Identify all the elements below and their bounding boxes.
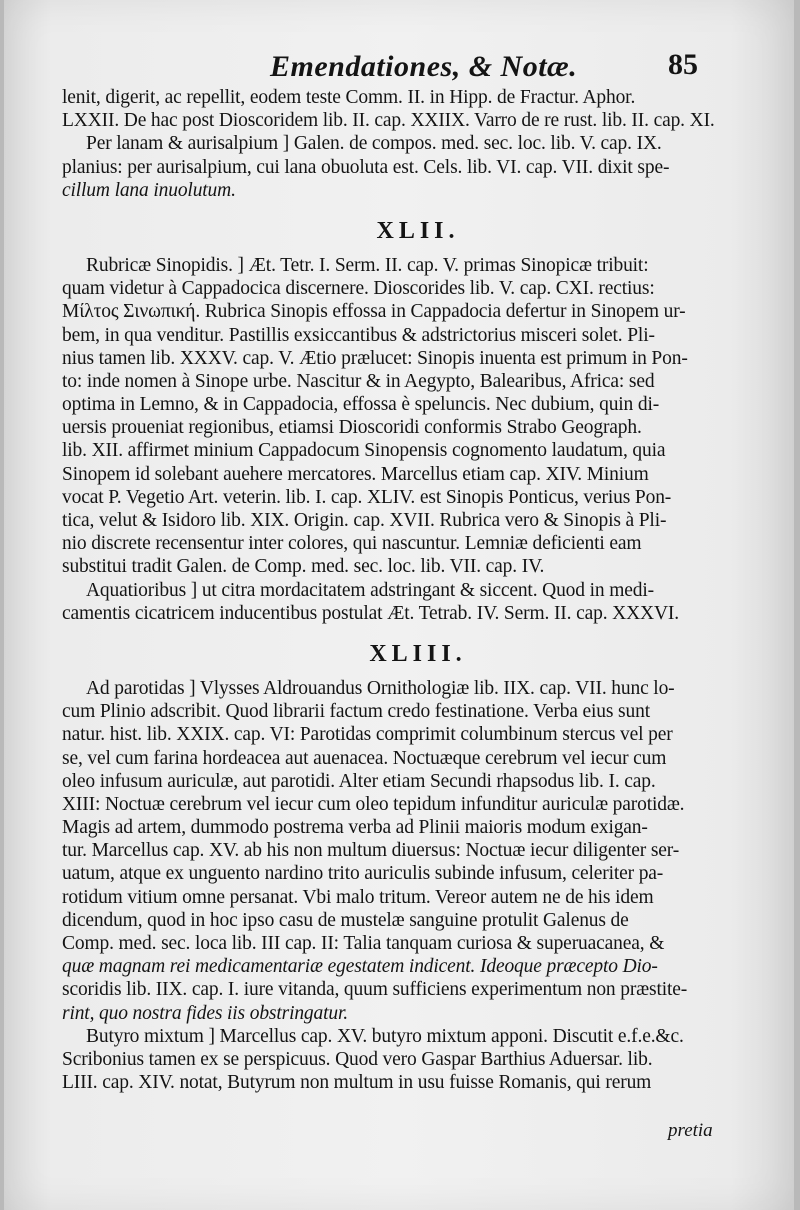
text-line: cillum lana inuolutum. bbox=[62, 179, 236, 201]
text-line: Sinopem id solebant auehere mercatores. Marcellus etiam cap. XIV. Minium bbox=[62, 463, 649, 485]
text-line: uersis proueniat regionibus, etiamsi Dioscoridi conformis Strabo Geograph. bbox=[62, 417, 642, 439]
text-line: nio discrete recensentur inter colores, qui nascuntur. Lemniæ deficienti eam bbox=[62, 533, 642, 555]
book-page bbox=[4, 0, 794, 1210]
page-header bbox=[4, 44, 794, 88]
text-line: optima in Lemno, & in Cappadocia, effossa è speluncis. Nec dubium, quin di- bbox=[62, 394, 660, 416]
text-line: Rubricæ Sinopidis. ] Æt. Tetr. I. Serm. II. cap. V. primas Sinopicæ tribuit: bbox=[86, 254, 649, 276]
text-line: Ad parotidas ] Vlysses Aldrouandus Ornithologiæ lib. IIX. cap. VII. hunc lo- bbox=[86, 677, 675, 699]
catchword: pretia bbox=[668, 1120, 713, 1141]
text-block bbox=[62, 86, 774, 1094]
page-number: 85 bbox=[668, 48, 698, 81]
text-line: scoridis lib. IIX. cap. I. iure vitanda, quum sufficiens experimentum non præstite- bbox=[62, 979, 688, 1001]
text-line: Aquatioribus ] ut citra mordacitatem adstringant & siccent. Quod in medi- bbox=[86, 579, 654, 601]
text-line: XIII: Noctuæ cerebrum vel iecur cum oleo tepidum infunditur auriculæ parotidæ. bbox=[62, 793, 685, 815]
text-line: Comp. med. sec. loca lib. III cap. II: Talia tanquam curiosa & superuacanea, & bbox=[62, 933, 665, 954]
text-line: dicendum, quod in hoc ipso casu de mustelæ sanguine protulit Galenus de bbox=[62, 909, 629, 931]
text-line: Μίλτος Σινωπική. Rubrica Sinopis effossa in Cappadocia defertur in Sinopem ur- bbox=[62, 301, 686, 323]
text-line: Per lanam & aurisalpium ] Galen. de compos. med. sec. loc. lib. V. cap. IX. bbox=[86, 133, 662, 155]
text-line: se, vel cum farina hordeacea aut auenacea. Noctuæque cerebrum vel iecur cum bbox=[62, 747, 667, 769]
text-line: oleo infusum auriculæ, aut parotidi. Alter etiam Secundi rhapsodus lib. I. cap. bbox=[62, 770, 656, 792]
text-line: camentis cicatricem inducentibus postulat Æt. Tetrab. IV. Serm. II. cap. XXXVI. bbox=[62, 602, 679, 624]
text-line: planius: per aurisalpium, cui lana obuoluta est. Cels. lib. VI. cap. VII. dixit spe- bbox=[62, 156, 670, 178]
text-line: cum Plinio adscribit. Quod librarii factum credo festinatione. Verba eius sunt bbox=[62, 701, 650, 723]
text-line: natur. hist. lib. XXIX. cap. VI: Parotidas comprimit columbinum stercus vel per bbox=[62, 724, 673, 746]
text-line: rotidum vitium omne persanat. Vbi malo tritum. Vereor autem ne de his idem bbox=[62, 886, 654, 908]
text-line: quam videtur à Cappadocica discernere. Dioscorides lib. V. cap. CXI. rectius: bbox=[62, 278, 655, 300]
text-line: tur. Marcellus cap. XV. ab his non multum diuersus: Noctuæ iecur diligenter ser- bbox=[62, 840, 680, 862]
text-line: Magis ad artem, dummodo postrema verba ad Plinii maioris modum exigan- bbox=[62, 817, 648, 839]
text-line: bem, in qua venditur. Pastillis exsiccantibus & adstrictorius misceri solet. Pli- bbox=[62, 324, 655, 346]
text-line: Butyro mixtum ] Marcellus cap. XV. butyro mixtum apponi. Discutit e.f.e.&c. bbox=[86, 1025, 684, 1047]
text-line: Scribonius tamen ex se perspicuus. Quod vero Gaspar Barthius Aduersar. lib. bbox=[62, 1048, 653, 1070]
text-line: lenit, digerit, ac repellit, eodem teste Comm. II. in Hipp. de Fractur. Aphor. bbox=[62, 87, 636, 108]
text-line: lib. XII. affirmet minium Cappadocum Sinopensis cognomento laudatum, quia bbox=[62, 440, 666, 462]
text-line: LIII. cap. XIV. notat, Butyrum non multum in usu fuisse Romanis, qui rerum bbox=[62, 1072, 652, 1094]
text-line: tica, velut & Isidoro lib. XIX. Origin. cap. XVII. Rubrica vero & Sinopis à Pli- bbox=[62, 510, 667, 531]
text-line: nius tamen lib. XXXV. cap. V. Ætio prælucet: Sinopis inuenta est primum in Pon- bbox=[62, 347, 688, 369]
text-line: uatum, atque ex unguento nardino trito auriculis subinde infusum, celeriter pa- bbox=[62, 863, 664, 885]
section-heading-xlii: XLII. bbox=[376, 217, 460, 244]
text-line: substitui tradit Galen. de Comp. med. sec. loc. lib. VII. cap. IV. bbox=[62, 556, 545, 578]
text-line: to: inde nomen à Sinope urbe. Nascitur & in Aegypto, Balearibus, Africa: sed bbox=[62, 370, 655, 392]
text-line: vocat P. Vegetio Art. veterin. lib. I. cap. XLIV. est Sinopis Ponticus, verius Pon- bbox=[62, 486, 672, 508]
text-line: quæ magnam rei medicamentariæ egestatem indicent. Ideoque præcepto Dio- bbox=[62, 956, 658, 978]
text-line: LXXII. De hac post Dioscoridem lib. II. cap. XXIIX. Varro de re rust. lib. II. cap. XI. bbox=[62, 110, 715, 132]
section-heading-xliii: XLIII. bbox=[369, 640, 467, 667]
text-line: rint, quo nostra fides iis obstringatur. bbox=[62, 1002, 349, 1024]
running-head: Emendationes, & Notæ. bbox=[270, 50, 578, 83]
